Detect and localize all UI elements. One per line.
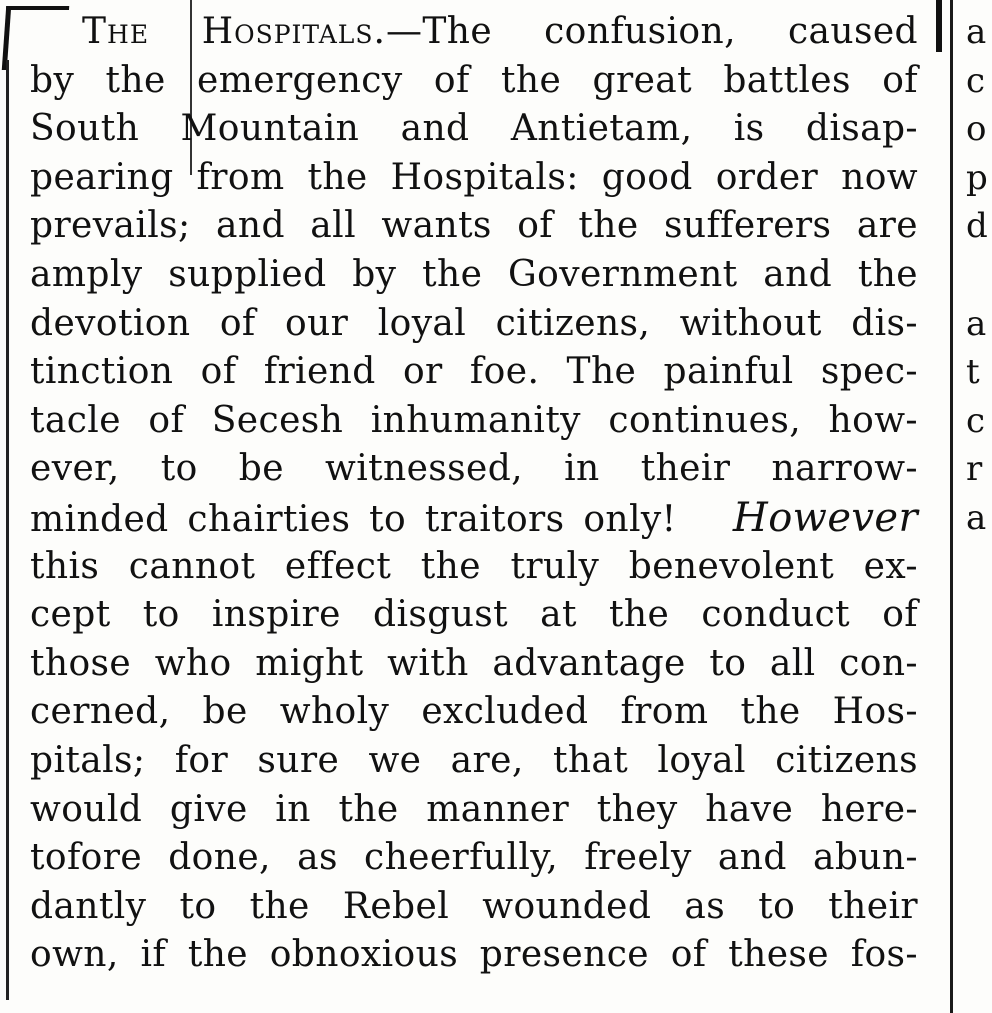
italic-word: However: [732, 494, 918, 541]
article-line: cept to inspire disgust at the conduct of: [30, 594, 918, 636]
article-line: cerned, be wholy excluded from the Hos-: [30, 691, 918, 733]
article-line: minded chairties to traitors only! However: [30, 494, 918, 541]
article-line: pearing from the Hospitals: good order now: [30, 156, 918, 198]
adjacent-column-letter: p: [966, 157, 988, 198]
article-line: would give in the manner they have here-: [30, 788, 918, 830]
adjacent-column-letter: t: [966, 352, 980, 393]
article-line: tacle of Secesh inhumanity continues, how-: [30, 399, 918, 441]
article-line: prevails; and all wants of the sufferers are: [30, 205, 918, 247]
column-rule-ink-blot: [936, 0, 942, 52]
adjacent-column-fragments: [966, 8, 992, 543]
article-line: devotion of our loyal citizens, without dis-: [30, 302, 918, 344]
article-column: [30, 8, 918, 980]
article-line: ever, to be witnessed, in their narrow-: [30, 448, 918, 490]
article-line: tinction of friend or foe. The painful spec-: [30, 351, 918, 393]
article-line: tofore done, as cheerfully, freely and abun-: [30, 837, 918, 879]
left-margin-rule: [6, 60, 9, 1000]
adjacent-column-letter: d: [966, 206, 988, 247]
adjacent-column-letter: a: [966, 497, 987, 538]
adjacent-column-letter: c: [966, 60, 986, 101]
article-line: dantly to the Rebel wounded as to their: [30, 885, 918, 927]
article-line: The Hospitals.—The confusion, caused: [82, 11, 918, 52]
adjacent-column-letter: [966, 251, 992, 300]
article-heading: The Hospitals.: [82, 11, 386, 52]
column-divider-rule: [950, 0, 953, 1013]
article-line: own, if the obnoxious presence of these fos-: [30, 934, 918, 976]
adjacent-column-letter: c: [966, 400, 986, 441]
article-line: South Mountain and Antietam, is disap-: [30, 108, 918, 150]
adjacent-column-letter: r: [966, 449, 983, 490]
article-line: pitals; for sure we are, that loyal citizens: [30, 739, 918, 781]
article-line: those who might with advantage to all con-: [30, 642, 918, 684]
article-line: this cannot effect the truly benevolent ex-: [30, 545, 918, 587]
article-line: by the emergency of the great battles of: [30, 59, 918, 101]
adjacent-column-letter: a: [966, 12, 987, 52]
adjacent-column-letter: a: [966, 303, 987, 344]
article-line: amply supplied by the Government and the: [30, 253, 918, 295]
adjacent-column-letter: o: [966, 109, 987, 150]
